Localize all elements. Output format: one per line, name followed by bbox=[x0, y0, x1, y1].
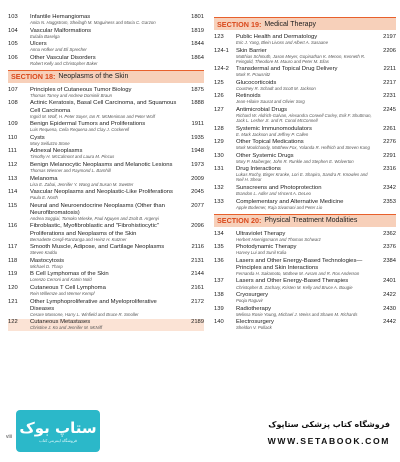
chapter-authors: Lisa E. Zabai, Jennifer Y. Wang and Susan M. Swetter bbox=[30, 181, 134, 187]
chapter-title: Fibroblastic, Myofibroblastic and "Fibrohistiocytic" Proliferations and Neoplasms of the Skin bbox=[30, 223, 159, 237]
chapter-info bbox=[236, 93, 374, 105]
chapter-page: 2342 bbox=[383, 184, 396, 191]
chapter-authors: Brandon L. Adler and Vincent A. DeLeo bbox=[236, 190, 311, 196]
chapter-page: 2442 bbox=[383, 319, 396, 326]
chapter-number: 135 bbox=[214, 244, 224, 251]
chapter-info bbox=[30, 258, 182, 270]
toc-entry[interactable] bbox=[214, 292, 396, 304]
chapter-authors: Richard W. Aldrich-Galvan, Alexandra Corwell Corley, Erik F. Shuttman, Jack L. Lesher Jr. and R. Conal McConnell bbox=[236, 113, 372, 123]
chapter-title: Complementary and Alternative Medicine bbox=[236, 198, 344, 205]
chapter-info bbox=[236, 139, 374, 151]
toc-entry[interactable] bbox=[214, 107, 396, 124]
chapter-number: 104 bbox=[8, 27, 18, 34]
chapter-page: 1875 bbox=[191, 86, 204, 93]
chapter-number: 124-2 bbox=[214, 66, 229, 73]
footer-banner bbox=[0, 406, 400, 462]
chapter-title: Retinoids bbox=[236, 93, 261, 100]
toc-entry[interactable] bbox=[8, 299, 204, 318]
chapter-number: 123 bbox=[214, 34, 224, 40]
toc-entry[interactable] bbox=[8, 176, 204, 188]
chapter-number: 114 bbox=[8, 189, 18, 196]
chapter-title: Principles of Cutaneous Tumor Biology bbox=[30, 86, 132, 93]
chapter-page: 2161 bbox=[191, 285, 204, 291]
chapter-page: 2172 bbox=[191, 298, 204, 305]
chapter-authors: Melissa Rosie Young, Michael J. Weiss and Shawn M. Richards bbox=[236, 311, 358, 317]
chapter-title: Vascular Neoplasms and Neoplastic-Like Proliferations bbox=[30, 189, 173, 196]
chapter-number: 120 bbox=[8, 285, 18, 291]
chapter-title: Actinic Keratosis, Basal Cell Carcinoma, and Squamous Cell Carcinoma bbox=[30, 100, 177, 114]
chapter-info bbox=[236, 80, 374, 92]
chapter-info bbox=[236, 66, 374, 78]
chapter-page: 2291 bbox=[383, 152, 396, 159]
section-header bbox=[214, 214, 396, 227]
chapter-number: 132 bbox=[214, 184, 224, 191]
chapter-title: Transdermal and Topical Drug Delivery bbox=[236, 66, 338, 73]
toc-entry[interactable] bbox=[8, 14, 204, 26]
chapter-title: Benign Melanocytic Neoplasms and Melanotic Lesions bbox=[30, 161, 173, 168]
chapter-info bbox=[30, 135, 182, 147]
toc-entry[interactable] bbox=[8, 319, 204, 331]
chapter-info bbox=[30, 41, 182, 53]
chapter-page: 2353 bbox=[383, 198, 396, 205]
toc-entry[interactable] bbox=[214, 231, 396, 243]
section-title: Physical Treatment Modalities bbox=[264, 217, 358, 225]
chapter-title: B Cell Lymphomas of the Skin bbox=[30, 271, 109, 278]
chapter-info bbox=[30, 14, 182, 26]
chapter-page: 2217 bbox=[383, 79, 396, 86]
chapter-page: 2009 bbox=[191, 175, 204, 182]
chapter-info bbox=[30, 162, 182, 174]
chapter-title: Mastocytosis bbox=[30, 257, 65, 264]
toc-entry[interactable] bbox=[8, 162, 204, 174]
chapter-page: 1935 bbox=[191, 134, 204, 141]
chapter-authors: Eric J. Yang, Blein Livoss and Albert A. Sasaane bbox=[236, 40, 328, 46]
chapter-info bbox=[30, 285, 182, 297]
chapter-authors: Thomas Tarrey and Andrew Dominik Braun bbox=[30, 92, 113, 98]
toc-entry[interactable] bbox=[214, 34, 396, 46]
chapter-info bbox=[236, 199, 374, 211]
chapter-number: 118 bbox=[8, 257, 18, 264]
chapter-authors: Timothy H. McCalmont and Laura M. Pincus bbox=[30, 154, 115, 160]
chapter-title: Lasers and Other Energy-Based Therapies bbox=[236, 278, 349, 285]
toc-entry[interactable] bbox=[214, 93, 396, 105]
chapter-page: 2116 bbox=[191, 244, 204, 251]
chapter-number: 137 bbox=[214, 278, 224, 285]
chapter-number: 130 bbox=[214, 152, 224, 159]
chapter-info bbox=[30, 299, 182, 318]
chapter-number: 138 bbox=[214, 292, 224, 299]
chapter-number: 139 bbox=[214, 305, 224, 312]
toc-entry[interactable] bbox=[8, 223, 204, 242]
chapter-info bbox=[30, 319, 182, 331]
section-header bbox=[214, 17, 396, 30]
chapter-info bbox=[236, 231, 374, 243]
chapter-number: 122 bbox=[8, 319, 18, 326]
chapter-number: 117 bbox=[8, 244, 18, 251]
chapter-authors: Mary Seifuzzo Stone bbox=[30, 140, 70, 146]
chapter-page: 2211 bbox=[383, 66, 396, 73]
chapter-page: 2401 bbox=[383, 278, 396, 285]
chapter-info bbox=[30, 55, 182, 67]
chapter-page: 2144 bbox=[191, 271, 204, 278]
toc-entry[interactable] bbox=[8, 28, 204, 40]
chapter-number: 131 bbox=[214, 166, 224, 173]
toc-entry[interactable] bbox=[214, 306, 396, 318]
chapter-number: 115 bbox=[8, 202, 18, 209]
chapter-title: Radiotherapy bbox=[236, 305, 272, 312]
chapter-authors: Eulalia Baselga bbox=[30, 33, 60, 39]
chapter-authors: Matthias Schmuth, Jason Meyer, Gopinathan K. Menon, Kenneth R. Feingold, Theodore M. Mauro and Peter M. Elias bbox=[236, 53, 366, 64]
setabook-logo[interactable] bbox=[16, 410, 100, 452]
chapter-page: 1911 bbox=[191, 121, 204, 128]
toc-entry[interactable] bbox=[8, 244, 204, 256]
chapter-authors: Mark R. Prausnitz bbox=[236, 72, 271, 78]
chapter-number: 136 bbox=[214, 257, 224, 264]
toc-entry[interactable] bbox=[214, 153, 396, 165]
chapter-number: 126 bbox=[214, 93, 224, 100]
chapter-authors: Christine J. Ko and Jennifer M. McNiff bbox=[30, 325, 103, 331]
section-title: Medical Therapy bbox=[264, 20, 316, 28]
chapter-info bbox=[30, 271, 182, 283]
chapter-number: 103 bbox=[8, 14, 18, 20]
chapter-authors: Rein Willemze and Werner Kempf bbox=[30, 291, 95, 297]
shop-title: فروشگاه کتاب پزشکی ستاپوک bbox=[268, 420, 390, 429]
chapter-authors: Jean-Hilaire Saurat and Olivier Sorg bbox=[236, 99, 305, 105]
chapter-title: Systemic Immunomodulators bbox=[236, 125, 312, 132]
chapter-page: 2189 bbox=[191, 319, 204, 326]
logo-wordmark: ستاپ بوک bbox=[19, 419, 97, 437]
toc-entry[interactable] bbox=[214, 199, 396, 211]
chapter-title: Public Health and Dermatology bbox=[236, 34, 318, 40]
toc-entry[interactable] bbox=[214, 126, 396, 138]
chapter-authors: Andrea Soggiai, Tomoko Wieske, Paul Nguyen and Zsolt B. Argenyi bbox=[30, 215, 159, 221]
toc-entry[interactable] bbox=[8, 258, 204, 270]
chapter-number: 121 bbox=[8, 298, 18, 305]
chapter-authors: Fernanda H. Sakamoto, Mathew M. Avram and R. Rox Anderson bbox=[236, 270, 360, 276]
chapter-page: 2316 bbox=[383, 166, 396, 173]
chapter-authors: Steven Kaddu bbox=[30, 250, 57, 256]
toc-entry[interactable] bbox=[8, 135, 204, 147]
section-title: Neoplasms of the Skin bbox=[58, 73, 129, 81]
chapter-number: 112 bbox=[8, 161, 18, 168]
toc-entry[interactable] bbox=[8, 148, 204, 160]
section-label: SECTION 18: bbox=[11, 72, 56, 82]
chapter-page: 2430 bbox=[383, 305, 396, 312]
chapter-page: 2261 bbox=[383, 125, 396, 132]
toc-entry[interactable] bbox=[8, 285, 204, 297]
toc-entry[interactable] bbox=[8, 87, 204, 99]
toc-entry[interactable] bbox=[214, 139, 396, 151]
chapter-title: Drug Interactions bbox=[236, 166, 281, 173]
chapter-title: Antimicrobial Drugs bbox=[236, 106, 288, 113]
chapter-info bbox=[30, 87, 182, 99]
toc-entry[interactable] bbox=[8, 121, 204, 133]
chapter-info bbox=[236, 292, 374, 304]
chapter-info bbox=[236, 48, 374, 65]
chapter-authors: Bernadette Cerqli-Ranzanga and Heinz H. Kutzner bbox=[30, 236, 127, 242]
toc-entry[interactable] bbox=[8, 55, 204, 67]
chapter-number: 108 bbox=[8, 100, 18, 107]
chapter-title: Cutaneous T Cell Lymphoma bbox=[30, 285, 106, 291]
chapter-page: 2276 bbox=[383, 139, 396, 146]
chapter-title: Lasers and Other Energy-Based Technologies—Principles and Skin Interactions bbox=[236, 257, 363, 271]
chapter-authors: Mark Moolchandy, Matthew Fox, Yolanda R. Helfrich and Steven Kang bbox=[236, 145, 370, 151]
chapter-info bbox=[236, 278, 374, 290]
chapter-title: Electrosurgery bbox=[236, 319, 274, 326]
chapter-info bbox=[236, 306, 374, 318]
chapter-info bbox=[236, 107, 374, 124]
toc-entry[interactable] bbox=[214, 66, 396, 78]
chapter-title: Cryosurgery bbox=[236, 292, 269, 299]
chapter-number: 109 bbox=[8, 121, 18, 128]
toc-entry[interactable] bbox=[8, 203, 204, 222]
toc-left-column bbox=[8, 14, 204, 333]
logo-tagline: فروشگاه اینترنتی کتاب bbox=[39, 438, 77, 443]
chapter-info bbox=[30, 121, 182, 133]
chapter-title: Ulcers bbox=[30, 41, 47, 48]
chapter-info bbox=[236, 166, 374, 183]
chapter-title: Ultraviolet Therapy bbox=[236, 230, 286, 237]
chapter-title: Other Lymphoproliferative and Myeloproliferative Diseases bbox=[30, 298, 157, 312]
chapter-page: 1888 bbox=[191, 100, 204, 107]
chapter-number: 134 bbox=[214, 230, 224, 237]
chapter-number: 113 bbox=[8, 175, 18, 182]
chapter-page: 2422 bbox=[383, 292, 396, 299]
chapter-page: 2206 bbox=[383, 47, 396, 54]
chapter-authors: E. Mark Jackson and Jeffrey P. Callen bbox=[236, 131, 309, 137]
chapter-authors: Anna Hofker and Eli Sprecher bbox=[30, 47, 87, 53]
chapter-title: Benign Epidermal Tumors and Proliferations bbox=[30, 121, 146, 128]
chapter-title: Infantile Hemangiomas bbox=[30, 14, 91, 20]
chapter-number: 140 bbox=[214, 319, 224, 326]
chapter-page: 1801 bbox=[191, 14, 204, 20]
chapter-info bbox=[236, 319, 374, 331]
toc-entry[interactable] bbox=[214, 185, 396, 197]
chapter-page: 2384 bbox=[383, 257, 396, 264]
chapter-page: 1844 bbox=[191, 41, 204, 48]
chapter-info bbox=[236, 258, 374, 277]
toc-entry[interactable] bbox=[8, 189, 204, 201]
chapter-authors: Lukas Rochy, Birger Kranke, Lori E. Shapiro, Sandra R. Knowles and Neil H. Shear bbox=[236, 172, 368, 183]
toc-entry[interactable] bbox=[214, 258, 396, 277]
chapter-page: 2231 bbox=[383, 93, 396, 100]
chapter-page: 1864 bbox=[191, 54, 204, 61]
chapter-authors: Ingrid M. Wolf, H. Peter Soyer, Ian R. McMeniman and Peter Wolf bbox=[30, 113, 155, 119]
chapter-page: 2197 bbox=[383, 34, 396, 40]
chapter-number: 128 bbox=[214, 125, 224, 132]
chapter-authors: Michael D. Tharp bbox=[30, 263, 63, 269]
chapter-info bbox=[236, 244, 374, 256]
chapter-authors: Cesare Massone, Harry L. Winfield and Bruce R. Smoller bbox=[30, 311, 139, 317]
chapter-number: 116 bbox=[8, 223, 18, 230]
toc-entry[interactable] bbox=[214, 244, 396, 256]
chapter-page: 2376 bbox=[383, 244, 396, 251]
toc-entry[interactable] bbox=[214, 166, 396, 183]
section-label: SECTION 20: bbox=[217, 216, 262, 226]
chapter-authors: Mary P. Maiberger, John R. Runkle and Stephen E. Wolverton bbox=[236, 158, 354, 164]
chapter-title: Other Vascular Disorders bbox=[30, 54, 96, 61]
chapter-page: 1948 bbox=[191, 148, 204, 155]
chapter-authors: Sheldon V. Pollack bbox=[236, 325, 272, 331]
chapter-info bbox=[30, 189, 182, 201]
chapter-authors: Courtney R. Schadt and Scott M. Jackson bbox=[236, 85, 316, 91]
chapter-page: 2131 bbox=[191, 257, 204, 264]
chapter-number: 129 bbox=[214, 139, 224, 146]
chapter-authors: Thomas Wiesner and Raymond L. Barnhill bbox=[30, 168, 111, 174]
chapter-number: 107 bbox=[8, 86, 18, 93]
chapter-info bbox=[30, 203, 182, 222]
chapter-authors: Lorenzo Cerroni and Katrin Nold bbox=[30, 277, 92, 283]
chapter-title: Adnexal Neoplasms bbox=[30, 148, 83, 155]
chapter-title: Other Systemic Drugs bbox=[236, 152, 294, 159]
chapter-number: 105 bbox=[8, 41, 18, 48]
chapter-authors: Luis Requena, Celia Requena and Clay J. Cockerell bbox=[30, 127, 130, 133]
chapter-number: 106 bbox=[8, 54, 18, 61]
chapter-authors: Paula E. North bbox=[30, 195, 58, 201]
chapter-title: Cysts bbox=[30, 134, 45, 141]
chapter-number: 133 bbox=[214, 198, 224, 205]
page-number: viii bbox=[6, 434, 12, 440]
chapter-title: Skin Barrier bbox=[236, 47, 267, 54]
section-label: SECTION 19: bbox=[217, 19, 262, 29]
toc-entry[interactable] bbox=[8, 271, 204, 283]
chapter-authors: Apple Bodemer, Raja Sivamani and Peter Lio bbox=[236, 204, 323, 210]
chapter-number: 110 bbox=[8, 134, 18, 141]
chapter-number: 119 bbox=[8, 271, 18, 278]
chapter-title: Cutaneous Metastases bbox=[30, 319, 91, 326]
toc-entry[interactable] bbox=[8, 41, 204, 53]
chapter-info bbox=[30, 148, 182, 160]
chapter-title: Vascular Malformations bbox=[30, 27, 92, 34]
chapter-number: 127 bbox=[214, 106, 224, 113]
chapter-page: 1819 bbox=[191, 27, 204, 34]
chapter-info bbox=[30, 223, 182, 242]
toc-entry[interactable] bbox=[214, 48, 396, 65]
chapter-page: 2045 bbox=[191, 189, 204, 196]
chapter-number: 124-1 bbox=[214, 47, 229, 54]
chapter-authors: Harvey Lui and Sunil Kalia bbox=[236, 250, 287, 256]
chapter-info bbox=[30, 28, 182, 40]
toc-entry[interactable] bbox=[214, 278, 396, 290]
toc-entry[interactable] bbox=[214, 80, 396, 92]
chapter-authors: Robert Kelly and Christopher Baker bbox=[30, 60, 98, 66]
chapter-title: Melanoma bbox=[30, 175, 58, 182]
toc-entry[interactable] bbox=[214, 319, 396, 331]
chapter-page: 2362 bbox=[383, 230, 396, 237]
chapter-info bbox=[236, 126, 374, 138]
shop-url-link[interactable]: WWW.SETABOOK.COM bbox=[267, 436, 390, 446]
chapter-page: 2096 bbox=[191, 223, 204, 230]
chapter-page: 2077 bbox=[191, 202, 204, 209]
chapter-title: Sunscreens and Photoprotection bbox=[236, 184, 322, 191]
chapter-number: 111 bbox=[8, 148, 17, 155]
chapter-info bbox=[236, 185, 374, 197]
chapter-info bbox=[30, 176, 182, 188]
chapter-info bbox=[236, 153, 374, 165]
chapter-title: Other Topical Medications bbox=[236, 139, 304, 146]
chapter-info bbox=[30, 100, 182, 119]
chapter-title: Photodynamic Therapy bbox=[236, 244, 297, 251]
toc-right-column bbox=[214, 14, 396, 333]
section-header bbox=[8, 70, 204, 83]
chapter-page: 1973 bbox=[191, 161, 204, 168]
chapter-authors: Anita N. Haggstrom, Sheilagh M. Maguiness and Maria C. Garzon bbox=[30, 20, 156, 26]
toc-entry[interactable] bbox=[8, 100, 204, 119]
chapter-authors: Pooja Raguvir bbox=[236, 298, 263, 304]
chapter-title: Neural and Neuroendocrine Neoplasms (Other than Neurofibromatosis) bbox=[30, 202, 165, 216]
chapter-number: 125 bbox=[214, 79, 224, 86]
chapter-authors: Herbert Hoenigsmann and Thomas Schwarz bbox=[236, 236, 321, 242]
chapter-authors: Christopher B. Zachary, Kristen M. Kelly and Bruce A. Bougie bbox=[236, 284, 353, 290]
chapter-page: 2245 bbox=[383, 106, 396, 113]
chapter-title: Glucocorticoids bbox=[236, 79, 277, 86]
chapter-info bbox=[236, 34, 374, 46]
chapter-title: Smooth Muscle, Adipose, and Cartilage Neoplasms bbox=[30, 244, 165, 251]
chapter-info bbox=[30, 244, 182, 256]
